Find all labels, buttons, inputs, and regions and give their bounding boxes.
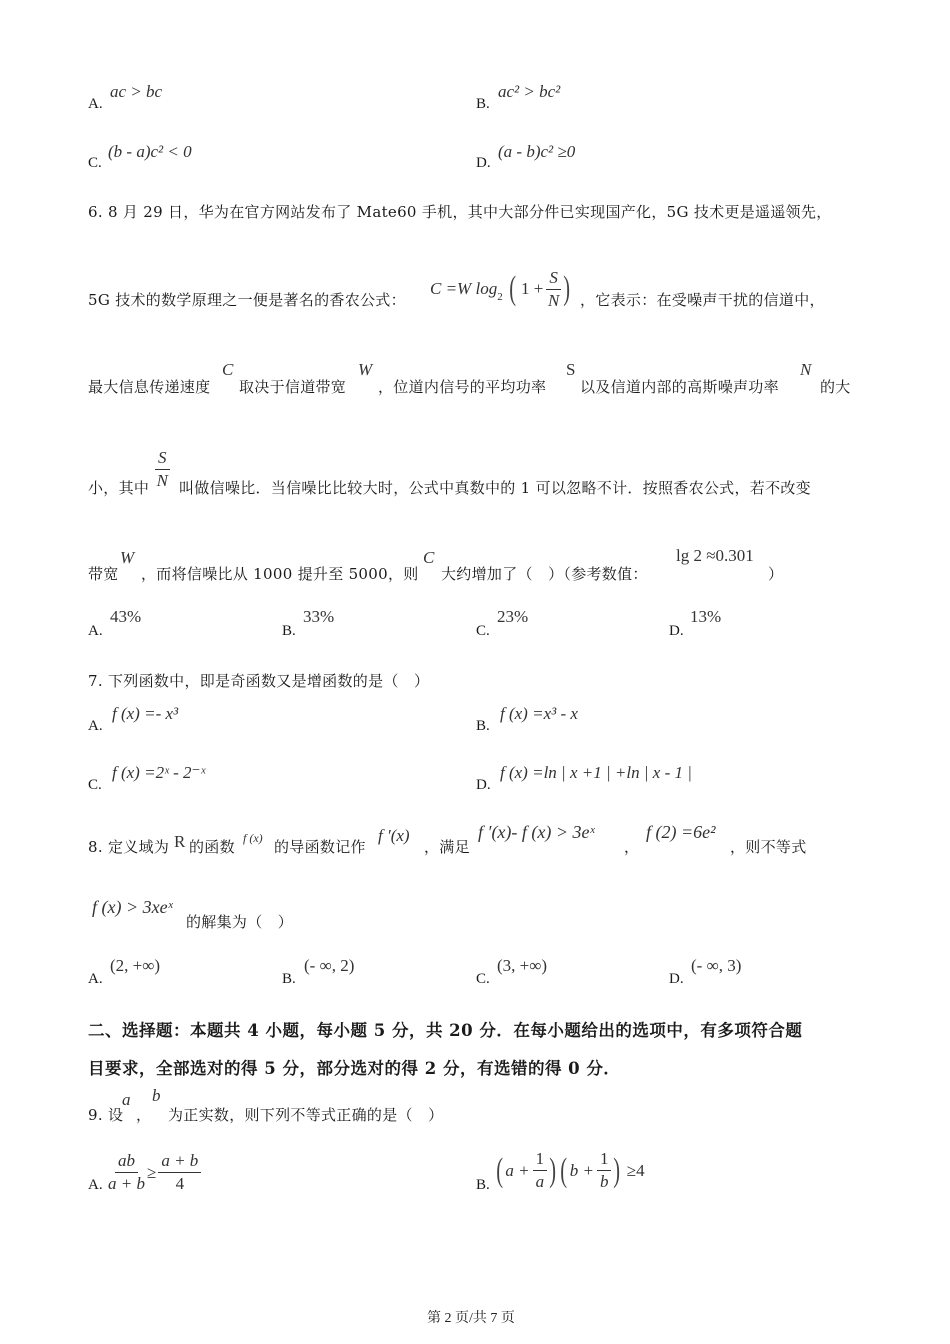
q7-option-c-label: C.	[88, 777, 102, 793]
q8-option-d-label: D.	[669, 971, 684, 987]
q7-stem: 7. 下列函数中，即是奇函数又是增函数的是（ ）	[88, 672, 430, 690]
q6-stem-line3-d: 以及信道内部的高斯噪声功率	[580, 378, 779, 396]
q5-option-a-label: A.	[88, 96, 103, 112]
q9-var-a: a	[122, 1090, 131, 1109]
q6-var-c: C	[222, 360, 234, 379]
snr-fraction: $\frac{S}{N}$	[156, 448, 168, 490]
q6-stem-line5-a: 带宽	[88, 565, 119, 583]
q8-set-r: R	[174, 832, 186, 851]
q6-stem-line1: 6. 8 月 29 日，华为在官方网站发布了 Mate60 手机，其中大部分件已实现国产化，5G 技术更是遥遥领先，	[88, 203, 832, 221]
q8-stem-e: ，	[624, 838, 640, 856]
q6-option-a-expr: 43%	[110, 607, 142, 626]
q6-var-c2: C	[423, 548, 435, 567]
q6-stem-line3-a: 最大信息传递速度	[88, 378, 211, 396]
q7-option-d-expr: f (x) =ln | x +1 | +ln | x - 1 |	[500, 763, 692, 782]
q5-option-c-label: C.	[88, 155, 102, 171]
q5-option-b-expr: ac² > bc²	[498, 82, 561, 101]
q6-option-c-expr: 23%	[497, 607, 529, 626]
shannon-formula: C =W log 2 ( 1 + $\frac{S}{N}$ )	[430, 267, 570, 310]
page-footer: 第 2 页/共 7 页	[427, 1311, 515, 1326]
q7-option-c-expr: f (x) =2ˣ - 2⁻ˣ	[112, 763, 206, 782]
q6-option-d-label: D.	[669, 623, 684, 639]
q8-option-a-expr: (2, +∞)	[110, 956, 161, 975]
q6-stem-line5-b: ，而将信噪比从 1000 提升至 5000，则	[141, 565, 419, 583]
q6-option-d-expr: 13%	[690, 607, 722, 626]
q8-stem-g: 的解集为（ ）	[186, 913, 294, 931]
section2-heading-line1: 二、选择题：本题共 4 小题，每小题 5 分，共 20 分．在每小题给出的选项中，有多项符合题	[88, 1021, 803, 1040]
q6-stem-line5-d: ）	[768, 565, 784, 583]
q9-stem-b: 为正实数，则下列不等式正确的是（ ）	[168, 1106, 444, 1124]
q8-condition-2: f (2) =6e²	[646, 822, 716, 842]
q8-stem-c: 的导函数记作	[274, 838, 366, 856]
q5-option-d-expr: (a - b)c² ≥0	[498, 142, 576, 161]
q6-var-w: W	[358, 360, 373, 379]
q6-stem-line3-b: 取决于信道带宽	[239, 378, 347, 396]
q8-option-a-label: A.	[88, 971, 103, 987]
q8-option-c-label: C.	[476, 971, 490, 987]
q6-stem-line4-a: 小，其中	[88, 479, 150, 497]
q9-option-b-expr: ( a + $\frac{1}{a}$ ) ( b + $\frac{1}{b}$ ) ≥4	[496, 1149, 645, 1191]
q6-ref-value: lg 2 ≈0.301	[676, 546, 754, 565]
q6-stem-line5-c: 大约增加了（ ）（参考数值：	[441, 565, 648, 583]
q6-var-s: S	[566, 360, 576, 379]
q7-option-b-expr: f (x) =x³ - x	[500, 704, 578, 723]
q9-option-a-label: A.	[88, 1177, 103, 1193]
q6-option-b-expr: 33%	[303, 607, 335, 626]
q6-var-n: N	[800, 360, 812, 379]
q5-option-d-label: D.	[476, 155, 491, 171]
q8-stem-f: ，则不等式	[730, 838, 807, 856]
q6-stem-line2-pre: 5G 技术的数学原理之一便是著名的香农公式：	[88, 291, 406, 309]
q7-option-b-label: B.	[476, 718, 490, 734]
q8-option-c-expr: (3, +∞)	[497, 956, 548, 975]
q8-fx: f (x)	[243, 831, 263, 845]
q8-inequality: f (x) > 3xeˣ	[92, 897, 173, 917]
q9-option-a-expr: $\frac{ab}{a + b}$ ≥ $\frac{a + b}{4}$	[108, 1150, 201, 1195]
q6-stem-line2-post: ，它表示：在受噪声干扰的信道中，	[580, 291, 825, 309]
q7-option-d-label: D.	[476, 777, 491, 793]
q6-option-b-label: B.	[282, 623, 296, 639]
q8-condition-1: f ′(x)- f (x) > 3eˣ	[478, 822, 595, 842]
q5-option-b-label: B.	[476, 96, 490, 112]
q6-stem-line3-e: 的大	[820, 378, 851, 396]
q6-option-c-label: C.	[476, 623, 490, 639]
q9-option-b-label: B.	[476, 1177, 490, 1193]
q6-stem-line4-b: 叫做信噪比．当信噪比比较大时，公式中真数中的 1 可以忽略不计．按照香农公式，若不改变	[179, 479, 811, 497]
q8-option-b-label: B.	[282, 971, 296, 987]
q8-option-b-expr: (- ∞, 2)	[304, 956, 355, 975]
q6-option-a-label: A.	[88, 623, 103, 639]
q8-fprime: f ′(x)	[378, 826, 410, 845]
q9-var-b: b	[152, 1086, 161, 1105]
q6-stem-line3-c: ，位道内信号的平均功率	[378, 378, 547, 396]
q5-option-a-expr: ac > bc	[110, 82, 163, 101]
q7-option-a-expr: f (x) =- x³	[112, 704, 179, 723]
q8-stem-a: 8. 定义域为	[88, 838, 170, 856]
q9-stem-a: 9. 设	[88, 1106, 124, 1124]
q9-stem-sep: ，	[136, 1106, 152, 1124]
q8-stem-d: ，满足	[424, 838, 470, 856]
section2-heading-line2: 目要求，全部选对的得 5 分，部分选对的得 2 分，有选错的得 0 分．	[88, 1059, 621, 1078]
q7-option-a-label: A.	[88, 718, 103, 734]
q5-option-c-expr: (b - a)c² < 0	[108, 142, 192, 161]
q8-option-d-expr: (- ∞, 3)	[691, 956, 742, 975]
q8-stem-b: 的函数	[189, 838, 235, 856]
q6-var-w2: W	[120, 548, 135, 567]
